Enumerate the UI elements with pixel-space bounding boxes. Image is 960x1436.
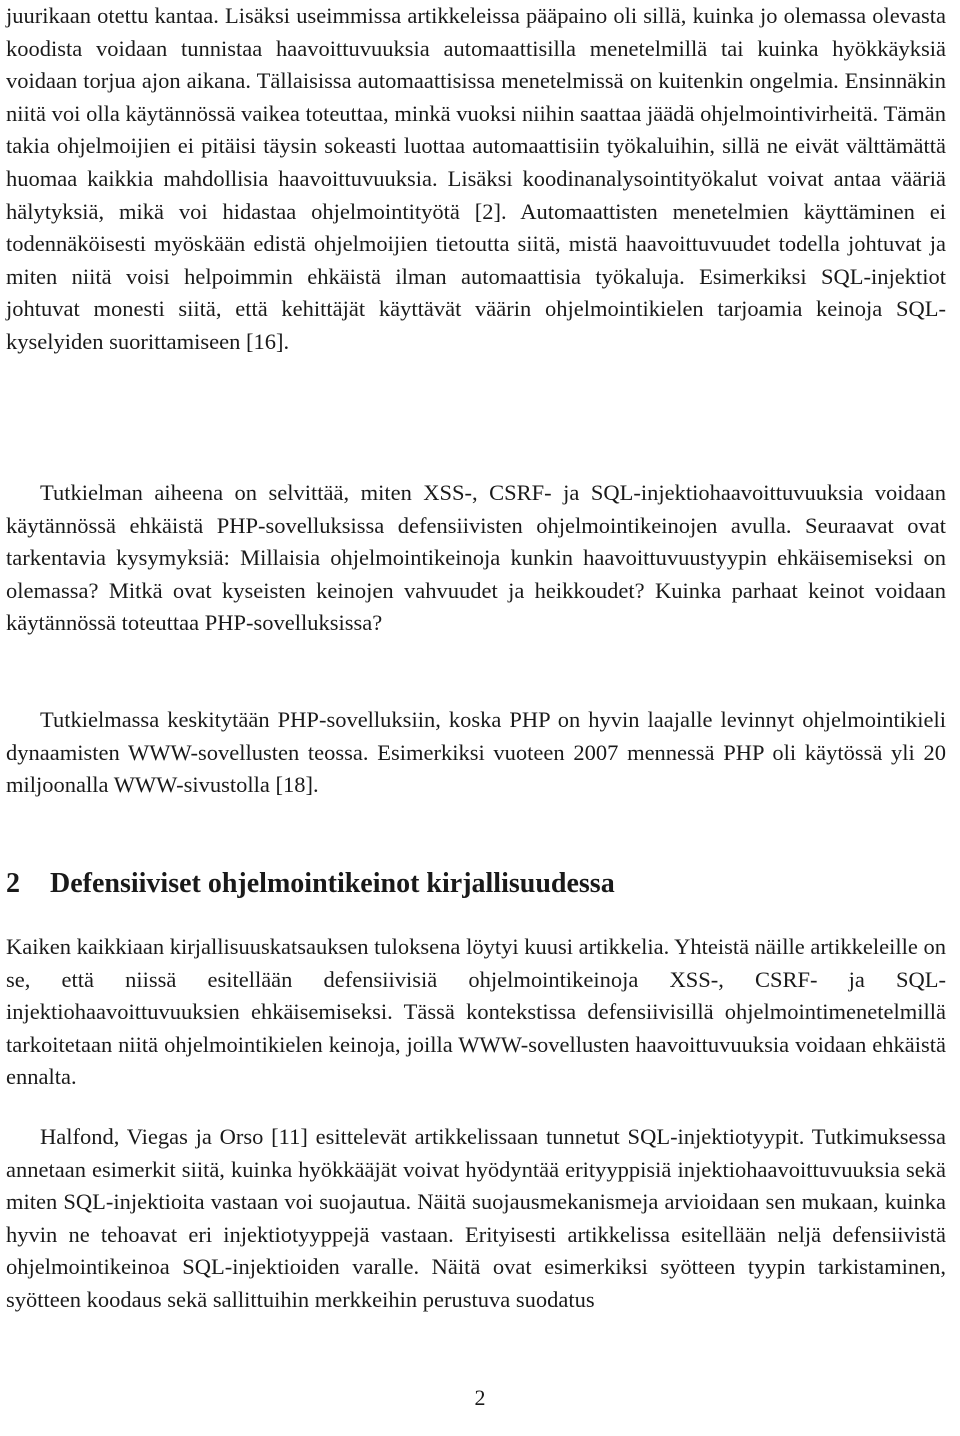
body-paragraph-2: Tutkielman aiheena on selvittää, miten XSS-, CSRF- ja SQL-injektiohaavoittuvuuksia voidaan käytännössä ehkäistä PHP-sovelluksissa defensiivisten ohjelmointikeinojen avulla. Seuraavat ovat tarkentavia kysymyksiä: Millaisia ohjelmointikeinoja kunkin haavoittuvuustyypin ehkäisemiseksi on olemassa? Mitkä ovat kyseisten keinojen vahvuudet ja heikkoudet? Kuinka parhaat keinot voidaan käytännössä toteuttaa PHP-sovelluksissa? <box>6 480 946 636</box>
section-paragraph-2: Halfond, Viegas ja Orso [11] esittelevät artikkelissaan tunnetut SQL-injektiotyypit. Tutkimuksessa annetaan esimerkit siitä, kuinka hyökkääjät voivat hyödyntää erityyppisiä injektiohaavoittuvuuksia sekä miten SQL-injektioita vastaan voi suojautua. Näitä suojausmekanismeja arvioidaan sen mukaan, kuinka hyvin ne tehoavat eri injektiotyyppejä vastaan. Erityisesti artikkelissa esitellään neljä defensiivistä ohjelmointikeinoa SQL-injektioiden varalle. Näitä ovat esimerkiksi syötteen tyypin tarkistaminen, syötteen koodaus sekä sallittuihin merkkeihin perustuva suodatus <box>6 1124 946 1312</box>
body-paragraph-3: Tutkielmassa keskitytään PHP-sovelluksiin, koska PHP on hyvin laajalle levinnyt ohjelmointikieli dynaamisten WWW-sovellusten teossa. Esimerkiksi vuoteen 2007 mennessä PHP oli käytössä yli 20 miljoonalla WWW-sivustolla [18]. <box>6 707 946 798</box>
section-heading <box>6 866 615 902</box>
body-paragraph-1: juurikaan otettu kantaa. Lisäksi useimmissa artikkeleissa pääpaino oli sillä, kuinka jo olemassa olevasta koodista voidaan tunnistaa haavoittuvuuksia automaattisilla menetelmillä tai kuinka hyökkäyksiä voidaan torjua ajon aikana. Tällaisissa automaattisissa menetelmissä on kuitenkin ongelmia. Ensinnäkin niitä voi olla käytännössä vaikea toteuttaa, minkä vuoksi niihin saattaa jäädä ohjelmointivirheitä. Tämän takia ohjelmoijien ei pitäisi täysin sokeasti luottaa automaattisiin työkaluihin, sillä ne eivät välttämättä huomaa kaikkia mahdollisia haavoittuvuuksia. Lisäksi koodinanalysointityökalut voivat antaa vääriä hälytyksiä, mikä voi hidastaa ohjelmointityötä [2]. Automaattisten menetelmien käyttäminen ei todennäköisesti myöskään edistä ohjelmoijien tietoutta siitä, mistä haavoittuvuudet todella johtuvat ja miten niitä voisi helpoimmin ehkäistä ilman automaattisia työkaluja. Esimerkiksi SQL-injektiot johtuvat monesti siitä, että kehittäjät käyttävät väärin ohjelmointikielen tarjoamia keinoja SQL-kyselyiden suorittamiseen [16]. <box>6 3 946 354</box>
section-title: Defensiiviset ohjelmointikeinot kirjallisuudessa <box>50 868 615 899</box>
page-number: 2 <box>474 1385 486 1410</box>
section-paragraph-1: Kaiken kaikkiaan kirjallisuuskatsauksen tuloksena löytyi kuusi artikkelia. Yhteistä näille artikkeleille on se, että niissä esitellään defensiivisiä ohjelmointikeinoja XSS-, CSRF- ja SQL-injektiohaavoittuvuuksien ehkäisemiseksi. Tässä kontekstissa defensiivisillä ohjelmointimenetelmillä tarkoitetaan niitä ohjelmointikielen keinoja, joilla WWW-sovellusten haavoittuvuuksia voidaan ehkäistä ennalta. <box>6 934 946 1090</box>
section-number: 2 <box>6 868 20 899</box>
